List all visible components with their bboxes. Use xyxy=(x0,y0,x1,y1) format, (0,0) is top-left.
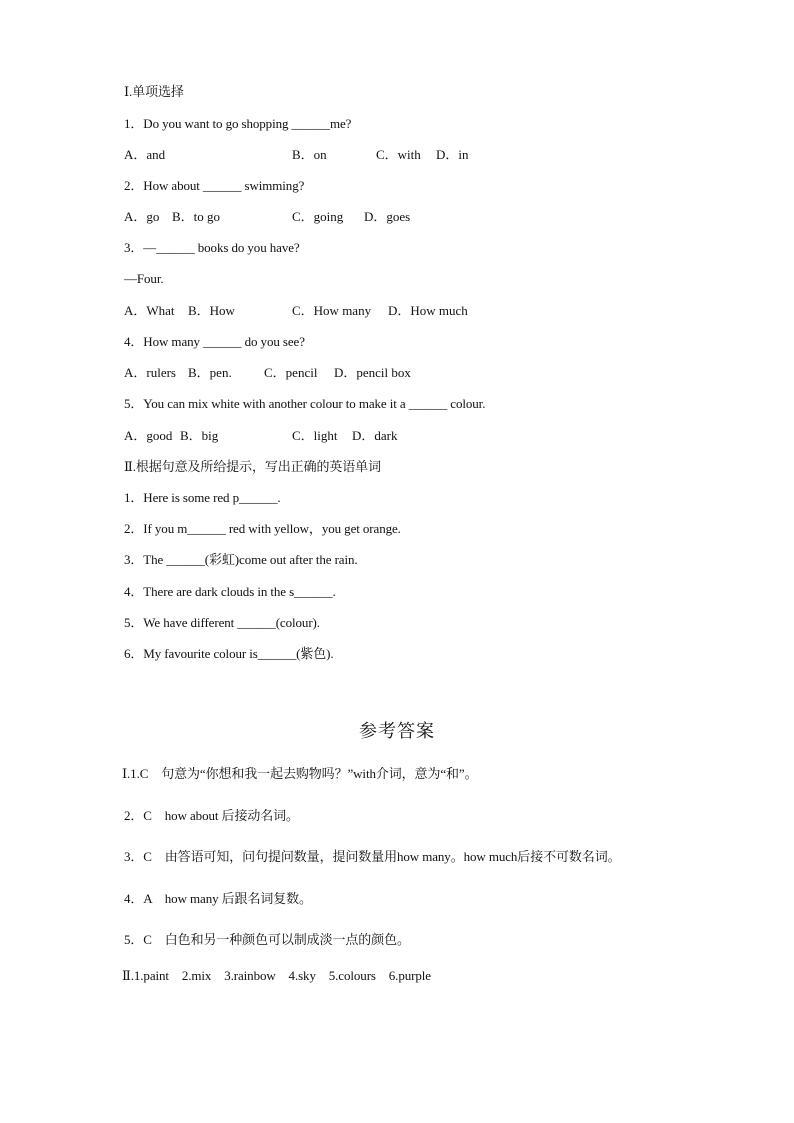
option-b: B．How xyxy=(188,303,235,318)
option-b: B．big xyxy=(180,428,219,443)
answer-line-2: 2．C how about 后接动名词。 xyxy=(124,808,299,823)
fill-item-4: 4．There are dark clouds in the s______. xyxy=(124,584,336,599)
option-d: D．How much xyxy=(388,303,468,318)
question-1-stem: 1．Do you want to go shopping ______me? xyxy=(124,116,352,131)
answer-line-1: Ⅰ.1.C 句意为“你想和我一起去购物吗？”with介词，意为“和”。 xyxy=(122,766,478,781)
option-c: C．How many xyxy=(292,303,372,318)
option-a: A．rulers xyxy=(124,365,176,380)
fill-item-2: 2．If you m______ red with yellow，you get orange. xyxy=(124,521,401,536)
option-a: A．go xyxy=(124,209,160,224)
section2-heading: Ⅱ.根据句意及所给提示，写出正确的英语单词 xyxy=(124,459,381,474)
option-b: B．on xyxy=(292,147,327,162)
option-b: B．pen. xyxy=(188,365,232,380)
option-c: C．pencil xyxy=(264,365,318,380)
question-2-stem: 2．How about ______ swimming? xyxy=(124,178,305,193)
fill-item-1: 1．Here is some red p______. xyxy=(124,490,281,505)
option-b: B．to go xyxy=(172,209,221,224)
question-3-stem: 3．—______ books do you have? xyxy=(124,240,300,255)
answer-line-5: 5．C 白色和另一种颜色可以制成淡一点的颜色。 xyxy=(124,932,410,947)
option-a: A．good xyxy=(124,428,173,443)
question-3-answer-line: —Four. xyxy=(124,271,164,286)
question-5-stem: 5．You can mix white with another colour to make it a ______ colour. xyxy=(124,396,486,411)
fill-item-6: 6．My favourite colour is______(紫色). xyxy=(124,646,334,661)
option-a: A．and xyxy=(124,147,166,162)
option-d: D．pencil box xyxy=(334,365,411,380)
answers-title: 参考答案 xyxy=(359,721,435,741)
option-c: C．going xyxy=(292,209,344,224)
option-d: D．goes xyxy=(364,209,411,224)
answer-line-3: 3．C 由答语可知，问句提问数量，提问数量用how many。how much后接不可数名词。 xyxy=(124,849,621,864)
option-c: C．light xyxy=(292,428,338,443)
answer-line-6: Ⅱ.1.paint 2.mix 3.rainbow 4.sky 5.colours 6.purple xyxy=(122,968,431,983)
option-a: A．What xyxy=(124,303,175,318)
section1-heading: Ⅰ.单项选择 xyxy=(124,84,184,99)
question-4-stem: 4．How many ______ do you see? xyxy=(124,334,305,349)
option-d: D．in xyxy=(436,147,469,162)
fill-item-3: 3．The ______(彩虹)come out after the rain. xyxy=(124,552,358,567)
answer-line-4: 4．A how many 后跟名词复数。 xyxy=(124,891,312,906)
option-c: C．with xyxy=(376,147,421,162)
option-d: D．dark xyxy=(352,428,398,443)
fill-item-5: 5．We have different ______(colour). xyxy=(124,615,320,630)
